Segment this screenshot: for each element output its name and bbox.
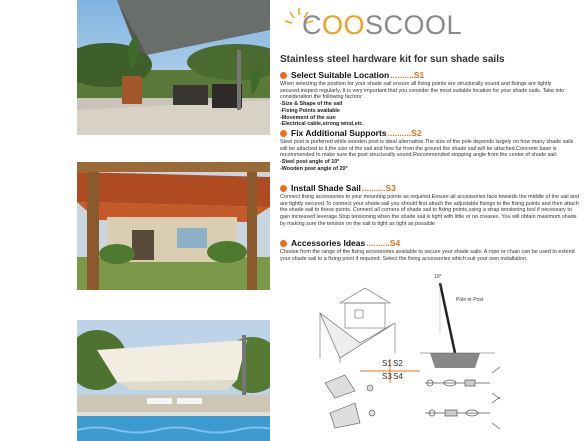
section-install-sail — [280, 183, 580, 228]
section-title: Accessories Ideas — [291, 238, 366, 248]
list-item: -Wooden post angle of 20° — [280, 165, 348, 172]
list-item: -Electrical cable,strong wind,etc. — [280, 121, 364, 128]
bullet-dot-icon — [280, 130, 287, 137]
section-title: Install Shade Sail — [291, 183, 361, 193]
diagram-angle-label: 10° — [434, 274, 442, 280]
diagram-pole-label: Pole or Post — [456, 297, 484, 303]
list-item: -Movement of the sun — [280, 114, 336, 121]
section-body: Connect fixing accessories to your mounting points as required.Ensure all accessories face towards the middle of the sail and are tightly secured.To connect your shade sail you should first attach the adjustable fixings to the fixing points and then attach the shade sail to these points. Connect all corners of shade sail to fixing points,using a strap tensioning tool if necessary to gain increased leverage.Stop tensioning when the shade sail is tight with little or no creases. You will obtain maximum shade by making sure the tension on the sail is tight as tight as possible — [280, 194, 580, 227]
list-item: -Size & Shape of the sail — [280, 101, 343, 108]
diagram-label-s2: S2 — [393, 359, 403, 368]
section-title: Fix Additional Supports — [291, 128, 387, 138]
bullet-dot-icon — [280, 240, 287, 247]
section-code: ..........S2 — [387, 128, 422, 138]
section-body: Steel post is preferred while wooden post is ideal alternative.The size of the pole depends largely on how many shade sails will be attached to it,the size of the sail and how far from the ground the shade sail will be attached.Concrete base is recommended to make sure the post structurally sound.Recommended stopping angle from the center of shade sail: — [280, 139, 574, 159]
section-accessories — [280, 238, 580, 262]
photo-patio-grey-sail — [77, 0, 270, 135]
bullet-dot-icon — [280, 185, 287, 192]
photo-pergola-terracotta-sail — [77, 162, 270, 290]
diagram-s2-pole-sketch — [420, 283, 495, 368]
bullet-dot-icon — [280, 72, 287, 79]
diagram-s1-house-sketch — [320, 288, 395, 363]
section-code: ..........S1 — [390, 70, 425, 80]
section-body: When selecting the position for your shade sail ensure all fixing points are structurally sound and fixings are tightly secured,inspect regularly. It is very important that you consider the most suitable location for your shade sails. Take into consideration the following factors: — [280, 81, 565, 101]
list-item: -Fixing Points available — [280, 107, 340, 114]
diagram-s4-hardware-sketch — [425, 367, 500, 429]
diagram-label-s4: S4 — [393, 372, 403, 381]
section-title: Select Suitable Location — [291, 70, 390, 80]
diagram-label-s1: S1 — [382, 359, 392, 368]
list-item: -Steel post angle of 10° — [280, 159, 340, 166]
section-code: ..........S3 — [361, 183, 396, 193]
diagram-label-s3: S3 — [382, 372, 392, 381]
brand-name: COOSCOOL — [302, 10, 463, 40]
installation-diagram — [300, 263, 588, 441]
photo-pool-cream-sail — [77, 320, 270, 441]
section-body: Choose from the range of the fixing accessories available to secure your shade sails. A rope or chain can be used to extend your shade sail to a fixing point if required. Select the fixing accessories which suit your own installation. — [280, 249, 575, 262]
page-subtitle: Stainless steel hardware kit for sun shade sails — [280, 54, 505, 65]
diagram-s3-fittings-sketch — [325, 375, 375, 428]
section-code: ..........S4 — [366, 238, 401, 248]
section-fix-supports — [280, 128, 580, 173]
section-select-location — [280, 70, 580, 128]
